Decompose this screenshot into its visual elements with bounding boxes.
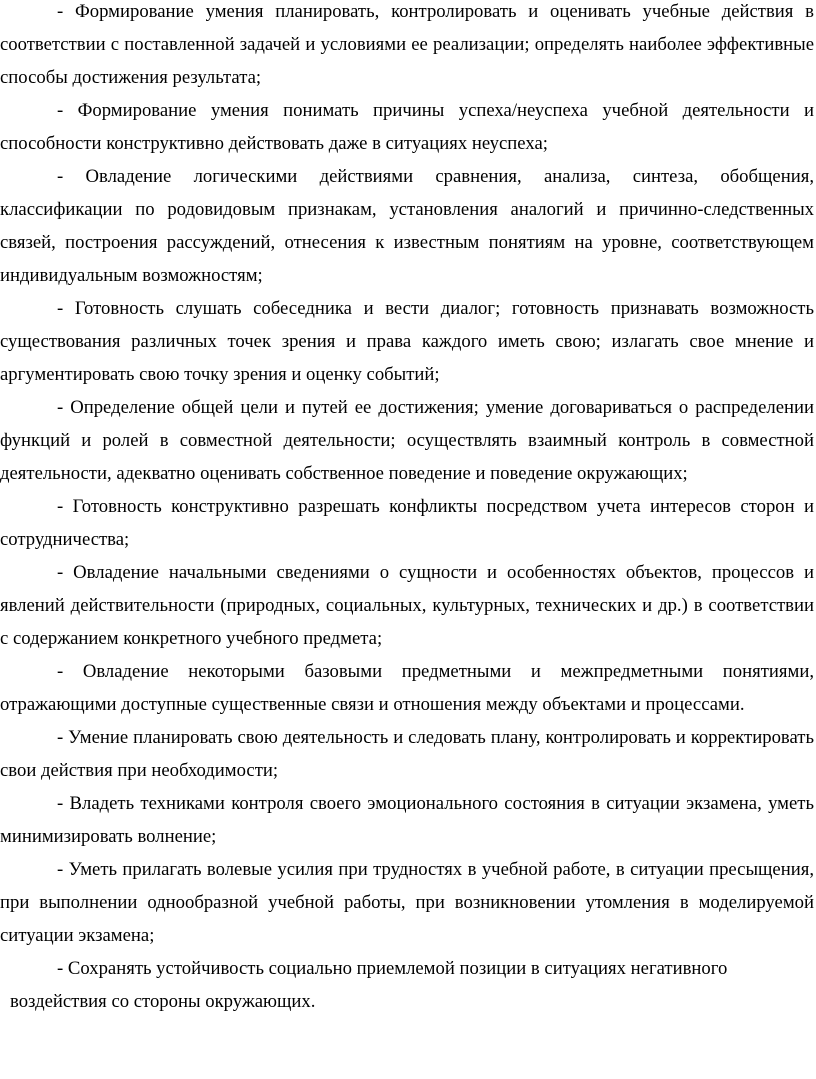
paragraph-planning-skills: - Формирование умения планировать, контролировать и оценивать учебные действия в соответствии с поставленной задачей и условиями ее реализации; определять наиболее эффективные способы достижения результата;: [0, 1, 814, 88]
paragraph-logical-actions: - Овладение логическими действиями сравнения, анализа, синтеза, обобщения, классификации по родовидовым признакам, установления аналогий и причинно-следственных связей, построения рассуждений, отнесения к известным понятиям на уровне, соответствующем индивидуальным возможностям;: [0, 166, 814, 286]
paragraph-social-stability-line2: воздействия со стороны окружающих.: [10, 991, 316, 1012]
paragraph-activity-planning: - Умение планировать свою деятельность и следовать плану, контролировать и корректировать свои действия при необходимости;: [0, 727, 814, 781]
paragraph-subject-concepts: - Овладение некоторыми базовыми предметными и межпредметными понятиями, отражающими доступные существенные связи и отношения между объектами и процессами.: [0, 661, 814, 715]
paragraph-common-goal: - Определение общей цели и путей ее достижения; умение договариваться о распределении функций и ролей в совместной деятельности; осуществлять взаимный контроль в совместной деятельности, адекватно оценивать собственное поведение и поведение окружающих;: [0, 397, 814, 484]
paragraph-conflict-resolution: - Готовность конструктивно разрешать конфликты посредством учета интересов сторон и сотрудничества;: [0, 496, 814, 550]
paragraph-social-stability-line1: - Сохранять устойчивость социально приемлемой позиции в ситуациях негативного: [57, 958, 728, 979]
paragraph-volitional-effort: - Уметь прилагать волевые усилия при трудностях в учебной работе, в ситуации пресыщения, при выполнении однообразной учебной работы, при возникновении утомления в моделируемой ситуации экзамена;: [0, 859, 814, 946]
paragraph-emotional-control: - Владеть техниками контроля своего эмоционального состояния в ситуации экзамена, уметь минимизировать волнение;: [0, 793, 814, 847]
paragraph-social-stability: [0, 952, 814, 1018]
paragraph-dialogue-readiness: - Готовность слушать собеседника и вести диалог; готовность признавать возможность существования различных точек зрения и права каждого иметь свою; излагать свое мнение и аргументировать свою точку зрения и оценку событий;: [0, 298, 814, 385]
paragraph-basic-knowledge: - Овладение начальными сведениями о сущности и особенностях объектов, процессов и явлений действительности (природных, социальных, культурных, технических и др.) в соответствии с содержанием конкретного учебного предмета;: [0, 562, 814, 649]
paragraph-success-failure: - Формирование умения понимать причины успеха/неуспеха учебной деятельности и способности конструктивно действовать даже в ситуациях неуспеха;: [0, 100, 814, 154]
